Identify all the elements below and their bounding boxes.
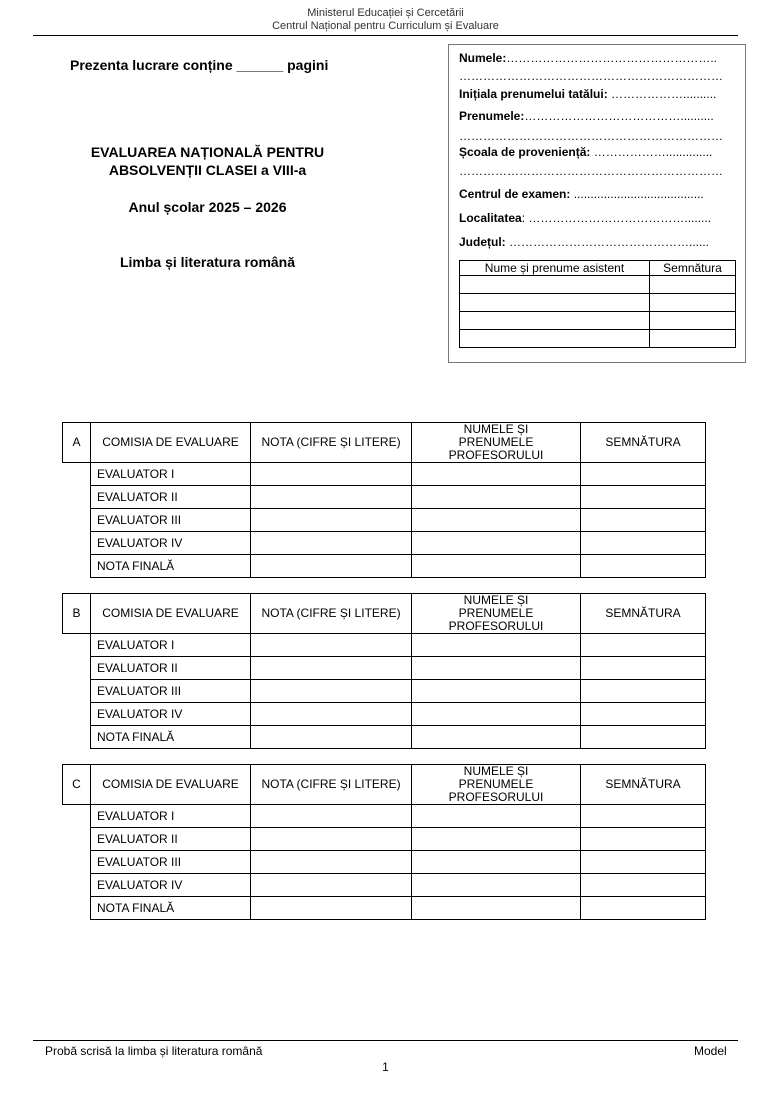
ministry-name: Ministerul Educației și Cercetării — [307, 7, 464, 19]
row-spacer — [63, 463, 91, 486]
evaluator-label: EVALUATOR IV — [91, 874, 251, 897]
grading-row — [63, 634, 706, 657]
grade-cell[interactable] — [251, 874, 412, 897]
grade-cell[interactable] — [251, 703, 412, 726]
signature-cell[interactable] — [581, 805, 706, 828]
candidate-field-label: Inițiala prenumelui tatălui: — [459, 87, 608, 101]
assistant-table — [459, 260, 736, 348]
grading-column-header: COMISIA DE EVALUARE — [91, 423, 251, 463]
evaluator-label: EVALUATOR III — [91, 851, 251, 874]
grading-table-c — [62, 764, 706, 920]
grading-row — [63, 828, 706, 851]
exam-title-line2: ABSOLVENȚII CLASEI a VIII-a — [108, 162, 307, 178]
grading-column-header: NUMELE ȘI PRENUMELE PROFESORULUI — [412, 423, 581, 463]
row-spacer — [63, 532, 91, 555]
candidate-field-dots: ………………………………………………………… — [459, 69, 723, 83]
grading-row — [63, 703, 706, 726]
row-spacer — [63, 805, 91, 828]
grading-column-header: COMISIA DE EVALUARE — [91, 765, 251, 805]
candidate-field-label: Localitatea — [459, 211, 522, 225]
assistant-signature-header: Semnătura — [650, 261, 736, 276]
grade-cell[interactable] — [251, 657, 412, 680]
grading-row — [63, 897, 706, 920]
grade-cell[interactable] — [251, 726, 412, 749]
candidate-id-box — [448, 44, 746, 363]
signature-cell[interactable] — [581, 657, 706, 680]
teacher-name-cell[interactable] — [412, 874, 581, 897]
candidate-field[interactable] — [459, 164, 739, 178]
row-spacer — [63, 486, 91, 509]
signature-cell[interactable] — [581, 555, 706, 578]
grading-row — [63, 680, 706, 703]
evaluator-label: EVALUATOR I — [91, 805, 251, 828]
page-number: 1 — [382, 1060, 389, 1074]
evaluator-label: EVALUATOR III — [91, 680, 251, 703]
school-year: Anul școlar 2025 – 2026 — [128, 199, 287, 215]
row-spacer — [63, 509, 91, 532]
signature-cell[interactable] — [581, 634, 706, 657]
candidate-field-dots: ………………………………………...... — [505, 235, 710, 249]
teacher-name-cell[interactable] — [412, 657, 581, 680]
grading-table-letter: B — [63, 594, 91, 634]
evaluator-label: EVALUATOR IV — [91, 532, 251, 555]
candidate-field-dots: …………………………………………….. — [506, 51, 718, 65]
evaluator-label: EVALUATOR II — [91, 486, 251, 509]
grade-cell[interactable] — [251, 897, 412, 920]
candidate-field-dots: ………………………………….......... — [524, 109, 714, 123]
grading-column-header: COMISIA DE EVALUARE — [91, 594, 251, 634]
evaluator-label: EVALUATOR II — [91, 828, 251, 851]
assistant-name-cell[interactable] — [460, 330, 650, 348]
header-divider — [33, 35, 738, 36]
row-spacer — [63, 897, 91, 920]
signature-cell[interactable] — [581, 486, 706, 509]
evaluator-label: EVALUATOR II — [91, 657, 251, 680]
signature-cell[interactable] — [581, 463, 706, 486]
signature-cell[interactable] — [581, 726, 706, 749]
grading-row — [63, 851, 706, 874]
candidate-field[interactable] — [459, 69, 739, 83]
page-header — [0, 7, 771, 33]
teacher-name-cell[interactable] — [412, 726, 581, 749]
grading-row — [63, 532, 706, 555]
signature-cell[interactable] — [581, 874, 706, 897]
candidate-field[interactable] — [459, 187, 739, 201]
teacher-name-cell[interactable] — [412, 463, 581, 486]
assistant-name-cell[interactable] — [460, 294, 650, 312]
assistant-row — [460, 294, 736, 312]
row-spacer — [63, 657, 91, 680]
grading-column-header: SEMNĂTURA — [581, 765, 706, 805]
signature-cell[interactable] — [581, 703, 706, 726]
evaluator-label: NOTA FINALĂ — [91, 726, 251, 749]
row-spacer — [63, 874, 91, 897]
grading-table-b — [62, 593, 706, 749]
row-spacer — [63, 634, 91, 657]
assistant-name-cell[interactable] — [460, 312, 650, 330]
signature-cell[interactable] — [581, 851, 706, 874]
assistant-name-header: Nume și prenume asistent — [460, 261, 650, 276]
signature-cell[interactable] — [581, 509, 706, 532]
candidate-field[interactable] — [459, 145, 739, 159]
footer-divider — [33, 1040, 738, 1041]
signature-cell[interactable] — [581, 828, 706, 851]
teacher-name-cell[interactable] — [412, 680, 581, 703]
teacher-name-cell[interactable] — [412, 509, 581, 532]
grade-cell[interactable] — [251, 532, 412, 555]
candidate-field[interactable] — [459, 211, 739, 225]
candidate-field-dots: ....................................... — [570, 187, 704, 201]
candidate-field[interactable] — [459, 235, 739, 249]
footer-subject: Probă scrisă la limba și literatura română — [45, 1044, 263, 1058]
grade-cell[interactable] — [251, 509, 412, 532]
grading-row — [63, 555, 706, 578]
grade-cell[interactable] — [251, 805, 412, 828]
assistant-signature-cell[interactable] — [650, 330, 736, 348]
grade-cell[interactable] — [251, 828, 412, 851]
teacher-name-cell[interactable] — [412, 634, 581, 657]
evaluator-label: EVALUATOR I — [91, 634, 251, 657]
candidate-field-dots: ………………………………………………………… — [459, 164, 723, 178]
row-spacer — [63, 828, 91, 851]
grade-cell[interactable] — [251, 486, 412, 509]
grade-cell[interactable] — [251, 680, 412, 703]
candidate-field[interactable] — [459, 87, 739, 101]
subject-title: Limba și literatura română — [119, 254, 296, 270]
evaluator-label: EVALUATOR I — [91, 463, 251, 486]
grading-row — [63, 509, 706, 532]
assistant-row — [460, 330, 736, 348]
candidate-field-label: Numele: — [459, 51, 507, 65]
grading-column-header: SEMNĂTURA — [581, 594, 706, 634]
candidate-field-label: Centrul de examen: — [459, 187, 571, 201]
teacher-name-cell[interactable] — [412, 851, 581, 874]
assistant-row — [460, 312, 736, 330]
assistant-signature-cell[interactable] — [650, 312, 736, 330]
candidate-field[interactable] — [459, 51, 739, 65]
page-count-label: Prezenta lucrare conține ______ pagini — [70, 57, 329, 73]
candidate-field-dots: ……………….............. — [590, 145, 713, 159]
candidate-field-label: Școala de proveniență: — [459, 145, 591, 159]
grading-column-header: NUMELE ȘI PRENUMELE PROFESORULUI — [412, 594, 581, 634]
grading-column-header: SEMNĂTURA — [581, 423, 706, 463]
grading-column-header: NOTA (CIFRE ȘI LITERE) — [251, 423, 412, 463]
grading-row — [63, 657, 706, 680]
teacher-name-cell[interactable] — [412, 828, 581, 851]
assistant-signature-cell[interactable] — [650, 276, 736, 294]
signature-cell[interactable] — [581, 680, 706, 703]
evaluator-label: NOTA FINALĂ — [91, 897, 251, 920]
candidate-field-label: Prenumele: — [459, 109, 525, 123]
teacher-name-cell[interactable] — [412, 703, 581, 726]
grading-header-row — [63, 765, 706, 805]
row-spacer — [63, 851, 91, 874]
teacher-name-cell[interactable] — [412, 486, 581, 509]
candidate-field[interactable] — [459, 109, 739, 123]
grading-row — [63, 805, 706, 828]
grade-cell[interactable] — [251, 851, 412, 874]
footer-model: Model — [694, 1044, 727, 1058]
exam-title — [55, 143, 360, 179]
candidate-field-dots: ………………………………………………………… — [459, 129, 723, 143]
grading-table-letter: A — [63, 423, 91, 463]
grading-header-row — [63, 594, 706, 634]
row-spacer — [63, 680, 91, 703]
signature-cell[interactable] — [581, 532, 706, 555]
center-name: Centrul Național pentru Curriculum și Evaluare — [272, 20, 499, 32]
grade-cell[interactable] — [251, 463, 412, 486]
grading-column-header: NOTA (CIFRE ȘI LITERE) — [251, 765, 412, 805]
assistant-name-cell[interactable] — [460, 276, 650, 294]
assistant-row — [460, 276, 736, 294]
candidate-field-dots: : …………………………………........ — [521, 211, 712, 225]
grading-column-header: NOTA (CIFRE ȘI LITERE) — [251, 594, 412, 634]
row-spacer — [63, 703, 91, 726]
teacher-name-cell[interactable] — [412, 532, 581, 555]
grading-header-row — [63, 423, 706, 463]
candidate-field[interactable] — [459, 129, 739, 143]
evaluator-label: EVALUATOR IV — [91, 703, 251, 726]
row-spacer — [63, 726, 91, 749]
candidate-field-label: Județul: — [459, 235, 506, 249]
grading-table-a — [62, 422, 706, 578]
row-spacer — [63, 555, 91, 578]
exam-title-line1: EVALUAREA NAȚIONALĂ PENTRU — [90, 144, 325, 160]
grading-row — [63, 486, 706, 509]
teacher-name-cell[interactable] — [412, 555, 581, 578]
teacher-name-cell[interactable] — [412, 897, 581, 920]
evaluator-label: NOTA FINALĂ — [91, 555, 251, 578]
teacher-name-cell[interactable] — [412, 805, 581, 828]
grading-column-header: NUMELE ȘI PRENUMELE PROFESORULUI — [412, 765, 581, 805]
grading-table-letter: C — [63, 765, 91, 805]
grade-cell[interactable] — [251, 634, 412, 657]
assistant-signature-cell[interactable] — [650, 294, 736, 312]
grading-row — [63, 874, 706, 897]
grade-cell[interactable] — [251, 555, 412, 578]
grading-row — [63, 463, 706, 486]
grading-row — [63, 726, 706, 749]
signature-cell[interactable] — [581, 897, 706, 920]
candidate-field-dots: ……………….......... — [607, 87, 717, 101]
evaluator-label: EVALUATOR III — [91, 509, 251, 532]
